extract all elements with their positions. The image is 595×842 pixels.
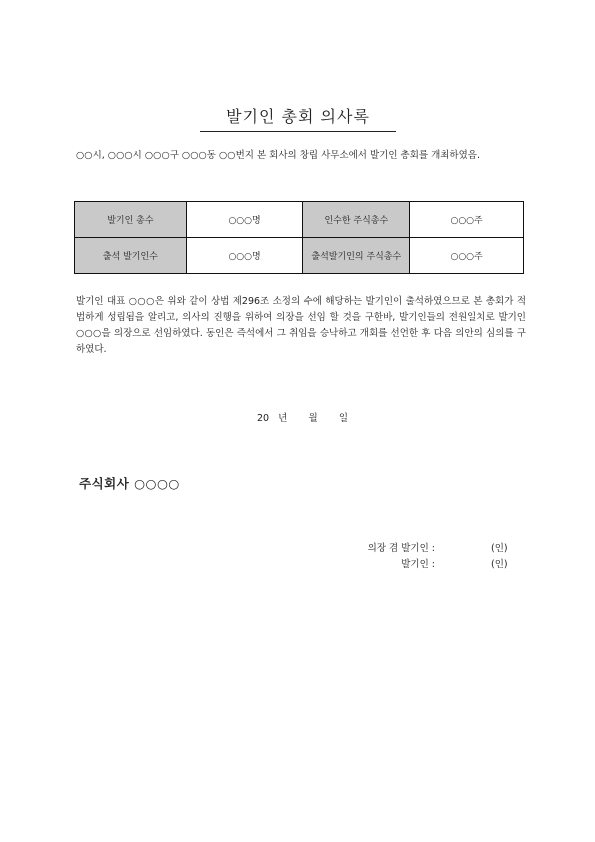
- intro-paragraph: ○○시, ○○○시 ○○○구 ○○○동 ○○번지 본 회사의 창립 사무소에서 발기인 총회를 개최하였음.: [76, 150, 480, 161]
- signature-seal-chair: (인): [491, 543, 508, 554]
- table-cell: ○○○주: [410, 238, 524, 274]
- date-year: 20: [257, 413, 270, 424]
- document-title: 발기인 총회 의사록: [200, 104, 396, 132]
- table-cell: 발기인 총수: [75, 202, 187, 238]
- date-month-unit: 월: [308, 413, 318, 424]
- date-day-unit: 일: [338, 413, 348, 424]
- attendance-table: [74, 201, 524, 274]
- table-cell: ○○○명: [186, 238, 303, 274]
- table-cell: 인수한 주식총수: [303, 202, 410, 238]
- date-line: [257, 410, 348, 424]
- date-year-unit: 년: [278, 413, 288, 424]
- table-cell: ○○○명: [186, 202, 303, 238]
- company-name: 주식회사 ○○○○: [79, 476, 180, 491]
- table-cell: 출석 발기인수: [75, 238, 187, 274]
- table-row: [75, 238, 524, 274]
- table-cell: ○○○주: [410, 202, 524, 238]
- body-paragraph: 발기인 대표 ○○○은 위와 같이 상법 제296조 소정의 수에 해당하는 발기인이 출석하였으므로 본 총회가 적법하게 성립됨을 알리고, 의사의 진행을 위하여 의장을 선임 할 것을 구한바, 발기인들의 전원일치로 발기인 ○○○을 의장으로 선임하였다. 동인은 즉석에서 그 취임을 승낙하고 개회를 선언한 후 다음 의안의 심의를 구하였다.: [76, 296, 526, 355]
- signature-seal-founder: (인): [491, 559, 508, 570]
- signature-role-chair: 의장 겸 발기인 :: [367, 543, 435, 554]
- table-row: [75, 202, 524, 238]
- signature-role-founder: 발기인 :: [401, 559, 435, 570]
- table-cell: 출석발기인의 주식총수: [303, 238, 410, 274]
